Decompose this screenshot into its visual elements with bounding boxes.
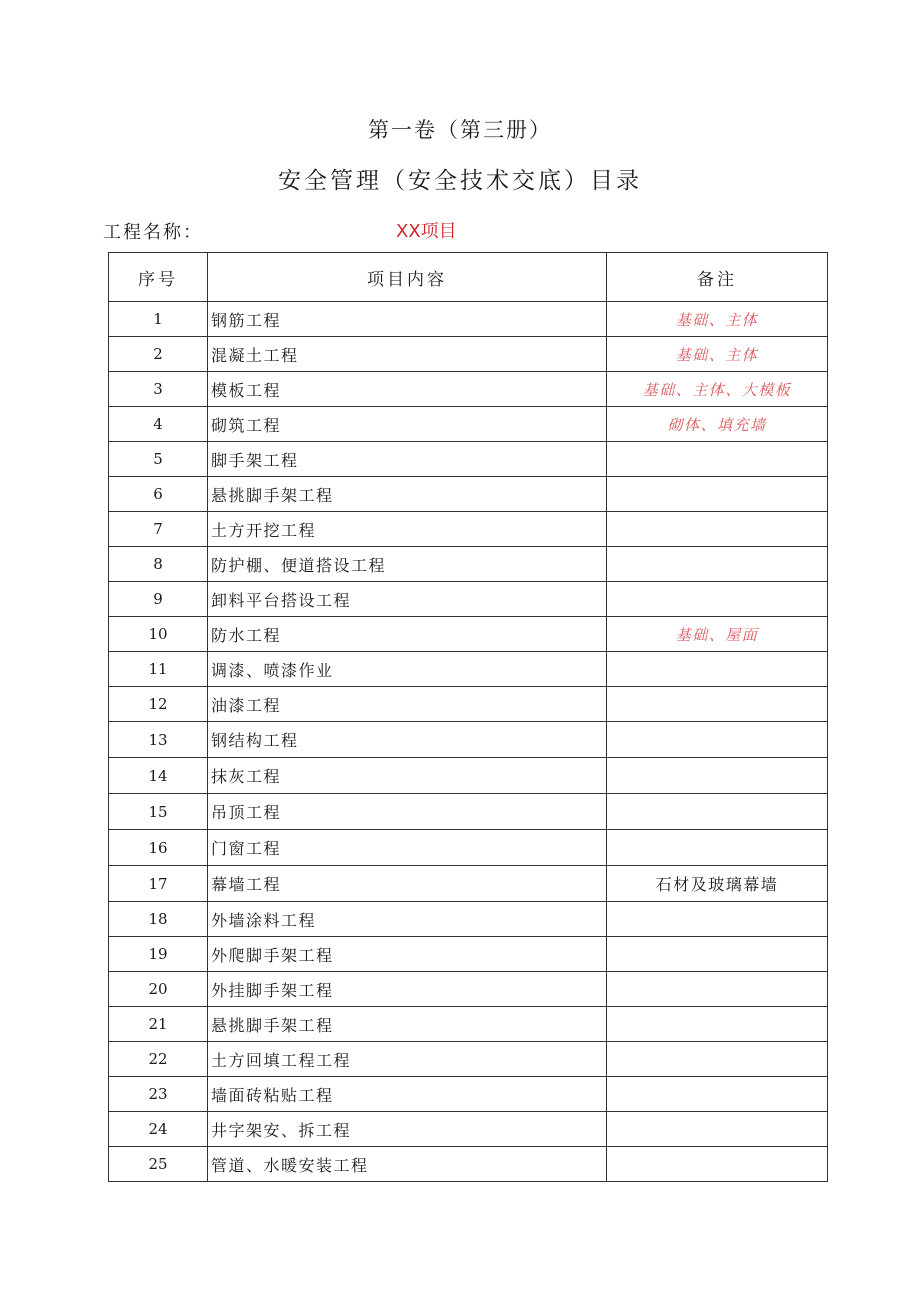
row-item: 外墙涂料工程: [208, 902, 607, 937]
table-row: [109, 442, 828, 477]
row-number: 16: [109, 830, 208, 866]
row-number: 14: [109, 758, 208, 794]
row-note: [607, 442, 828, 477]
row-number: 15: [109, 794, 208, 830]
project-label: 工程名称：: [103, 222, 203, 243]
table-row: [109, 1042, 828, 1077]
table-row: [109, 407, 828, 442]
table-row: [109, 830, 828, 866]
row-item: 防水工程: [208, 617, 607, 652]
column-header-note: 备注: [607, 253, 828, 302]
row-item: 幕墙工程: [208, 866, 607, 902]
row-number: 10: [109, 617, 208, 652]
row-note: [607, 1112, 828, 1147]
row-item: 吊顶工程: [208, 794, 607, 830]
table-row: [109, 547, 828, 582]
row-note: [607, 830, 828, 866]
table-row: [109, 902, 828, 937]
row-note: [607, 1147, 828, 1182]
row-note: [607, 972, 828, 1007]
column-header-number: 序号: [109, 253, 208, 302]
row-note: [607, 1042, 828, 1077]
row-item: 外爬脚手架工程: [208, 937, 607, 972]
row-note: 基础、主体、大模板: [607, 372, 828, 407]
row-note: [607, 652, 828, 687]
row-note: [607, 687, 828, 722]
row-note: [607, 547, 828, 582]
row-item: 模板工程: [208, 372, 607, 407]
table-row: [109, 758, 828, 794]
row-number: 22: [109, 1042, 208, 1077]
table-row: [109, 866, 828, 902]
table-row: [109, 512, 828, 547]
row-number: 12: [109, 687, 208, 722]
row-note: [607, 582, 828, 617]
row-note: [607, 477, 828, 512]
row-number: 3: [109, 372, 208, 407]
row-note: [607, 512, 828, 547]
row-number: 18: [109, 902, 208, 937]
table-row: [109, 1007, 828, 1042]
row-number: 23: [109, 1077, 208, 1112]
row-item: 调漆、喷漆作业: [208, 652, 607, 687]
row-number: 4: [109, 407, 208, 442]
row-item: 管道、水暖安装工程: [208, 1147, 607, 1182]
row-number: 2: [109, 337, 208, 372]
row-item: 抹灰工程: [208, 758, 607, 794]
contents-table: [108, 252, 828, 1182]
table-row: [109, 617, 828, 652]
row-number: 8: [109, 547, 208, 582]
row-item: 油漆工程: [208, 687, 607, 722]
row-item: 防护棚、便道搭设工程: [208, 547, 607, 582]
row-number: 9: [109, 582, 208, 617]
table-row: [109, 722, 828, 758]
row-number: 1: [109, 302, 208, 337]
row-item: 土方开挖工程: [208, 512, 607, 547]
table-row: [109, 1147, 828, 1182]
row-number: 24: [109, 1112, 208, 1147]
row-item: 外挂脚手架工程: [208, 972, 607, 1007]
table-row: [109, 1112, 828, 1147]
row-item: 钢筋工程: [208, 302, 607, 337]
table-row: [109, 687, 828, 722]
table-row: [109, 337, 828, 372]
row-number: 13: [109, 722, 208, 758]
table-row: [109, 302, 828, 337]
row-number: 6: [109, 477, 208, 512]
row-item: 混凝土工程: [208, 337, 607, 372]
document-title: 安全管理（安全技术交底）目录: [278, 168, 642, 194]
row-note: [607, 1007, 828, 1042]
row-item: 门窗工程: [208, 830, 607, 866]
row-item: 脚手架工程: [208, 442, 607, 477]
row-note: [607, 1077, 828, 1112]
row-note: [607, 758, 828, 794]
table-body: [109, 302, 828, 1182]
table-row: [109, 372, 828, 407]
row-item: 砌筑工程: [208, 407, 607, 442]
row-item: 钢结构工程: [208, 722, 607, 758]
row-number: 21: [109, 1007, 208, 1042]
row-number: 20: [109, 972, 208, 1007]
row-item: 墙面砖粘贴工程: [208, 1077, 607, 1112]
row-note: [607, 902, 828, 937]
table-row: [109, 794, 828, 830]
table-header-row: [109, 253, 828, 302]
volume-title: 第一卷（第三册）: [368, 118, 552, 142]
row-item: 土方回填工程工程: [208, 1042, 607, 1077]
table-row: [109, 582, 828, 617]
table-row: [109, 652, 828, 687]
column-header-item: 项目内容: [208, 253, 607, 302]
row-note: [607, 722, 828, 758]
table-row: [109, 1077, 828, 1112]
row-note: 基础、屋面: [607, 617, 828, 652]
row-number: 7: [109, 512, 208, 547]
row-note: 石材及玻璃幕墙: [607, 866, 828, 902]
row-item: 井字架安、拆工程: [208, 1112, 607, 1147]
row-number: 17: [109, 866, 208, 902]
table-row: [109, 477, 828, 512]
row-number: 19: [109, 937, 208, 972]
table-row: [109, 972, 828, 1007]
row-number: 11: [109, 652, 208, 687]
project-name: XX项目: [396, 221, 457, 242]
row-note: 基础、主体: [607, 302, 828, 337]
row-item: 悬挑脚手架工程: [208, 477, 607, 512]
row-note: [607, 937, 828, 972]
table-row: [109, 937, 828, 972]
row-number: 5: [109, 442, 208, 477]
row-number: 25: [109, 1147, 208, 1182]
row-note: 基础、主体: [607, 337, 828, 372]
row-item: 卸料平台搭设工程: [208, 582, 607, 617]
row-item: 悬挑脚手架工程: [208, 1007, 607, 1042]
row-note: [607, 794, 828, 830]
row-note: 砌体、填充墙: [607, 407, 828, 442]
